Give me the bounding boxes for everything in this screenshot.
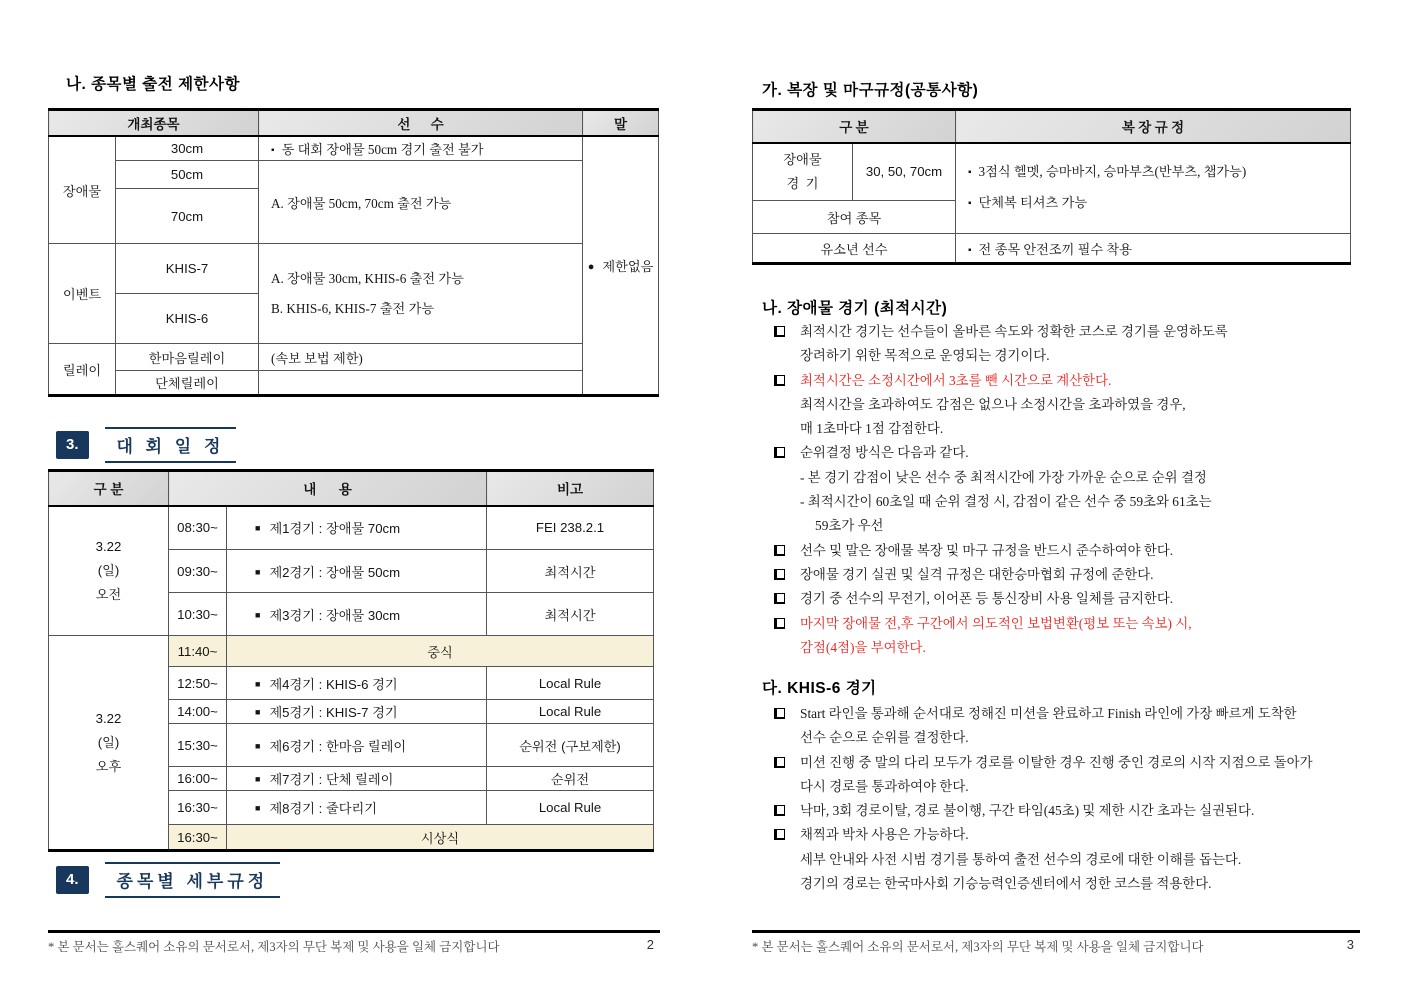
category-participation: 참여 종목	[753, 201, 956, 234]
rule-line: 경기의 경로는 한국마사회 기승능력인증센터에서 정한 코스를 적용한다.	[800, 876, 1212, 892]
desc-cell: ■ 제5경기 : KHIS-7 경기	[227, 700, 487, 724]
page-2	[48, 0, 663, 992]
square-icon: ■	[255, 523, 261, 534]
schedule-afternoon-label: 3.22 (일) 오후	[49, 636, 169, 851]
heading-obstacle-optimum-time: 나. 장애물 경기 (최적시간)	[762, 300, 948, 317]
note-khis: A. 장애물 30cm, KHIS-6 출전 가능 B. KHIS-6, KHIS-7 출전 가능	[259, 244, 583, 344]
rule-line: Start 라인을 통과해 순서대로 정해진 미션을 완료하고 Finish 라인에 가장 빠르게 도착한	[752, 702, 1392, 726]
event-30cm: 30cm	[116, 136, 259, 161]
col-header-category: 구 분	[49, 471, 169, 506]
section-4-header	[48, 862, 280, 898]
remark-cell: 순위전	[487, 767, 654, 791]
section-3-title: 대 회 일 정	[105, 427, 237, 463]
section-4-title: 종목별 세부규정	[105, 862, 281, 898]
rule-line: 낙마, 3회 경로이탈, 경로 불이행, 구간 타임(45초) 및 제한 시간 초과는 실권된다.	[752, 799, 1392, 823]
square-icon: ■	[255, 678, 261, 689]
col-header-player: 선 수	[259, 110, 583, 137]
rule-line: 순위결정 방식은 다음과 같다.	[752, 441, 1392, 465]
col-header-horse: 말	[583, 110, 659, 137]
table-header-row	[49, 110, 659, 137]
event-team-relay: 단체릴레이	[116, 371, 259, 396]
rule-line: - 최적시간이 60초일 때 순위 결정 시, 감점이 같은 선수 중 59초와 61초는	[800, 494, 1212, 510]
rule-line: 미션 진행 중 말의 다리 모두가 경로를 이탈한 경우 진행 중인 경로의 시작 지점으로 돌아가	[752, 751, 1392, 775]
dress-code-table	[752, 108, 1351, 265]
square-bullet-icon: ▪	[968, 167, 972, 179]
square-bullet-icon: ▪	[968, 198, 972, 210]
time-cell: 12:50~	[169, 667, 227, 700]
checkbox-icon	[774, 569, 785, 580]
category-youth: 유소년 선수	[753, 234, 956, 264]
checkbox-icon	[774, 829, 785, 840]
remark-cell: 최적시간	[487, 550, 654, 593]
time-cell: 11:40~	[169, 636, 227, 667]
schedule-morning-label: 3.22 (일) 오전	[49, 506, 169, 636]
table-header-row	[49, 471, 654, 506]
time-cell: 16:30~	[169, 791, 227, 825]
rule-line: 장려하기 위한 목적으로 운영되는 경기이다.	[800, 348, 1050, 364]
event-50cm: 50cm	[116, 161, 259, 189]
remark-cell: 최적시간	[487, 593, 654, 636]
time-cell: 14:00~	[169, 700, 227, 724]
horse-note-cell: ● 제한없음	[583, 136, 659, 396]
square-icon: ■	[255, 707, 261, 717]
checkbox-icon	[774, 708, 785, 719]
section-3-number: 3.	[56, 431, 89, 459]
rule-line: 채찍과 박차 사용은 가능하다.	[752, 823, 1392, 847]
square-bullet-icon: ▪	[271, 145, 275, 156]
section-3-header	[48, 427, 236, 463]
checkbox-icon	[774, 618, 785, 629]
event-khis6: KHIS-6	[116, 294, 259, 344]
square-icon: ■	[255, 803, 261, 813]
page-footer	[752, 930, 1360, 955]
table-row-lunch	[49, 636, 654, 667]
note-relay: (속보 보법 제한)	[259, 344, 583, 371]
time-cell: 16:00~	[169, 767, 227, 791]
khis6-rules	[752, 702, 1392, 896]
remark-cell: Local Rule	[487, 791, 654, 825]
page-number: 3	[1346, 937, 1354, 952]
rule-line: 감점(4점)을 부여한다.	[800, 639, 926, 655]
rule-line: 59초가 우선	[815, 518, 884, 534]
youth-rule-cell: ▪ 전 종목 안전조끼 필수 착용	[956, 234, 1351, 264]
square-icon: ■	[255, 774, 261, 784]
dress-rules-cell: ▪ 3점식 헬멧, 승마바지, 승마부츠(반부츠, 챕가능) ▪ 단체복 티셔츠 가능	[956, 143, 1351, 234]
table-row	[49, 506, 654, 550]
note-empty	[259, 371, 583, 396]
checkbox-icon	[774, 326, 785, 337]
rule-line: 선수 및 말은 장애물 복장 및 마구 규정을 반드시 준수하여야 한다.	[752, 539, 1392, 563]
desc-cell: ■ 제1경기 : 장애물 70cm	[227, 506, 487, 550]
time-cell: 09:30~	[169, 550, 227, 593]
remark-cell: FEI 238.2.1	[487, 506, 654, 550]
col-header-note: 비고	[487, 471, 654, 506]
col-header-category: 구 분	[753, 110, 956, 143]
rule-line: 세부 안내와 사전 시범 경기를 통하여 출전 선수의 경로에 대한 이해를 돕는다.	[800, 851, 1242, 867]
rule-line: 경기 중 선수의 무전기, 이어폰 등 통신장비 사용 일체를 금지한다.	[752, 587, 1392, 611]
table-row	[49, 136, 659, 161]
table-row	[49, 244, 659, 294]
checkbox-icon	[774, 757, 785, 768]
category-heights: 30, 50, 70cm	[853, 143, 956, 201]
col-header-dress-rule: 복 장 규 정	[956, 110, 1351, 143]
remark-cell: Local Rule	[487, 700, 654, 724]
event-hanmaum-relay: 한마음릴레이	[116, 344, 259, 371]
square-icon: ■	[255, 609, 261, 620]
checkbox-icon	[774, 593, 785, 604]
note-50-70: A. 장애물 50cm, 70cm 출전 가능	[259, 161, 583, 244]
optimum-time-rules	[752, 320, 1392, 660]
table-row	[49, 371, 659, 396]
awards-cell: 시상식	[227, 825, 654, 851]
desc-cell: ■ 제2경기 : 장애물 50cm	[227, 550, 487, 593]
restriction-table	[48, 108, 659, 397]
square-bullet-icon: ▪	[968, 244, 972, 256]
rule-line: 최적시간 경기는 선수들이 올바른 속도와 정확한 코스로 경기를 운영하도록	[752, 320, 1392, 344]
lunch-cell: 중식	[227, 636, 654, 667]
schedule-table	[48, 469, 654, 852]
table-header-row	[753, 110, 1351, 143]
time-cell: 08:30~	[169, 506, 227, 550]
heading-restrictions: 나. 종목별 출전 제한사항	[66, 76, 240, 93]
rule-line: 장애물 경기 실권 및 실격 규정은 대한승마협회 규정에 준한다.	[752, 563, 1392, 587]
heading-dress-code: 가. 복장 및 마구규정(공통사항)	[762, 82, 979, 99]
footer-notice: * 본 문서는 홀스퀘어 소유의 문서로서, 제3자의 무단 복제 및 사용을 일체 금지합니다	[752, 940, 1204, 954]
table-row	[49, 161, 659, 189]
desc-cell: ■ 제8경기 : 줄다리기	[227, 791, 487, 825]
remark-cell: 순위전 (구보제한)	[487, 724, 654, 767]
event-70cm: 70cm	[116, 189, 259, 244]
rule-line: 선수 순으로 순위를 결정한다.	[800, 730, 969, 746]
time-cell: 15:30~	[169, 724, 227, 767]
rule-line: 매 1초마다 1점 감점한다.	[800, 421, 944, 437]
page-3	[752, 0, 1360, 992]
group-event: 이벤트	[49, 244, 116, 344]
square-icon: ■	[255, 566, 261, 577]
desc-cell: ■ 제7경기 : 단체 릴레이	[227, 767, 487, 791]
dot-bullet-icon: ●	[587, 261, 595, 273]
desc-cell: ■ 제4경기 : KHIS-6 경기	[227, 667, 487, 700]
section-4-number: 4.	[56, 866, 89, 894]
col-header-content: 내 용	[169, 471, 487, 506]
note-30cm: ▪ 동 대회 장애물 50cm 경기 출전 불가	[259, 136, 583, 161]
square-icon: ■	[255, 740, 261, 751]
checkbox-icon	[774, 805, 785, 816]
table-row	[753, 143, 1351, 201]
table-row	[49, 344, 659, 371]
remark-cell: Local Rule	[487, 667, 654, 700]
event-khis7: KHIS-7	[116, 244, 259, 294]
footer-notice: * 본 문서는 홀스퀘어 소유의 문서로서, 제3자의 무단 복제 및 사용을 일체 금지합니다	[48, 940, 500, 954]
col-header-event: 개최종목	[49, 110, 259, 137]
desc-cell: ■ 제3경기 : 장애물 30cm	[227, 593, 487, 636]
page-footer	[48, 930, 660, 955]
rule-line: 마지막 장애물 전,후 구간에서 의도적인 보법변환(평보 또는 속보) 시,	[752, 612, 1392, 636]
rule-line: 최적시간을 초과하여도 감점은 없으나 소정시간을 초과하였을 경우,	[800, 396, 1186, 412]
checkbox-icon	[774, 447, 785, 458]
rule-line: - 본 경기 감점이 낮은 선수 중 최적시간에 가장 가까운 순으로 순위 결정	[800, 469, 1207, 485]
heading-khis6: 다. KHIS-6 경기	[762, 680, 877, 697]
table-row	[753, 234, 1351, 264]
rule-line: 최적시간은 소정시간에서 3초를 뺀 시간으로 계산한다.	[752, 369, 1392, 393]
checkbox-icon	[774, 375, 785, 386]
page-number: 2	[646, 937, 654, 952]
rule-line: 다시 경로를 통과하여야 한다.	[800, 778, 969, 794]
group-relay: 릴레이	[49, 344, 116, 396]
time-cell: 16:30~	[169, 825, 227, 851]
desc-cell: ■ 제6경기 : 한마음 릴레이	[227, 724, 487, 767]
group-obstacle: 장애물	[49, 136, 116, 244]
category-obstacle-game: 장애물 경 기	[753, 143, 853, 201]
time-cell: 10:30~	[169, 593, 227, 636]
checkbox-icon	[774, 545, 785, 556]
